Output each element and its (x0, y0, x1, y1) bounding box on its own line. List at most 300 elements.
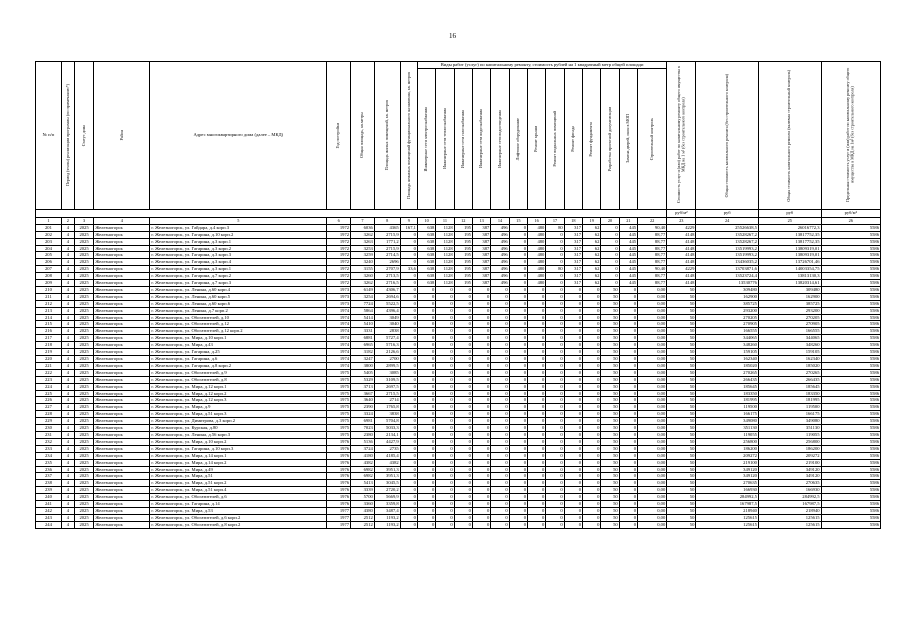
table-cell: 1972 (327, 231, 351, 238)
table-cell: 213 (36, 307, 62, 314)
table-cell: 0 (454, 397, 472, 404)
table-cell: 385725 (758, 300, 821, 307)
table-cell: 50 (667, 404, 696, 411)
table-cell: 0 (454, 438, 472, 445)
table-cell: 5586 (821, 362, 880, 369)
table-cell: 0 (491, 438, 509, 445)
table-cell: 0 (583, 501, 601, 508)
table-cell: 5586 (821, 314, 880, 321)
table-cell: 0 (619, 459, 637, 466)
table-cell: 240 (36, 494, 62, 501)
table-cell: 0 (564, 362, 582, 369)
table-cell: 0 (491, 307, 509, 314)
table-cell: 309480 (696, 286, 759, 293)
table-cell: 0 (509, 411, 527, 418)
table-cell: 638 (417, 252, 435, 259)
table-cell: 1972 (327, 266, 351, 273)
table-cell: 0 (400, 466, 417, 473)
table-cell: 2134,1 (374, 431, 400, 438)
table-cell: 0 (400, 507, 417, 514)
table-row (36, 487, 881, 494)
table-cell: 284992,5 (696, 494, 759, 501)
table-cell: Железногорск (94, 466, 150, 473)
table-cell: 3951,3 (374, 473, 400, 480)
table-cell: 3487,4 (374, 507, 400, 514)
table-cell: 119500 (758, 404, 821, 411)
table-cell: г. Железногорск, ул. Гагарина, д.3 корп.1 (150, 238, 327, 245)
table-cell: 50 (601, 425, 619, 432)
table-cell: 0 (619, 452, 637, 459)
table-cell: 1975 (327, 383, 351, 390)
table-cell: 0 (564, 431, 582, 438)
table-cell: 50 (667, 369, 696, 376)
table-cell: 0 (454, 411, 472, 418)
table-cell: Железногорск (94, 390, 150, 397)
table-cell: 125615 (696, 514, 759, 521)
table-cell: 2025 (74, 459, 93, 466)
table-cell: 0 (546, 445, 564, 452)
table-cell: 0 (491, 501, 509, 508)
table-cell: 0 (400, 452, 417, 459)
table-cell: 4 (61, 307, 74, 314)
table-row (36, 459, 881, 466)
table-cell: 13528267,2 (696, 231, 759, 238)
table-cell: 0 (400, 494, 417, 501)
table-cell: 238 (36, 480, 62, 487)
table-cell: 638 (417, 224, 435, 231)
table-cell: 5586 (821, 252, 880, 259)
table-cell: 0 (400, 245, 417, 252)
table-cell: 0,00 (638, 473, 667, 480)
header-work-type (436, 68, 454, 209)
table-cell: 317 (564, 259, 582, 266)
table-cell: 50 (601, 487, 619, 494)
table-cell: 2025 (74, 431, 93, 438)
table-cell: 0 (619, 342, 637, 349)
table-cell: 0 (509, 452, 527, 459)
table-cell: 0 (454, 314, 472, 321)
table-cell: 1976 (327, 438, 351, 445)
table-cell: 0 (583, 514, 601, 521)
table-row (36, 266, 881, 273)
table-cell: 445 (619, 238, 637, 245)
table-cell: 0 (546, 349, 564, 356)
table-cell: 2713,5 (374, 273, 400, 280)
table-cell: Железногорск (94, 383, 150, 390)
table-cell: 2025 (74, 224, 93, 231)
table-cell: 0 (472, 425, 490, 432)
table-cell: г. Железногорск, ул. Гагарина, д.6 (150, 356, 327, 363)
table-cell: 0 (454, 328, 472, 335)
table-cell: 0 (583, 321, 601, 328)
table-cell: 0 (619, 466, 637, 473)
table-cell: 4 (61, 286, 74, 293)
table-cell: 5033,3 (374, 425, 400, 432)
header-work-type-text: Замена дверей, окон в МОП (625, 114, 631, 164)
table-cell: 80 (546, 224, 564, 231)
table-cell: 0 (417, 369, 435, 376)
table-cell: 0 (436, 431, 454, 438)
table-cell: 0,00 (638, 425, 667, 432)
header-works-group (417, 62, 666, 69)
table-cell: 0 (546, 273, 564, 280)
table-cell: 0 (400, 300, 417, 307)
table-cell: 0 (417, 356, 435, 363)
table-cell: 4 (61, 459, 74, 466)
table-cell: 4 (61, 494, 74, 501)
table-cell: 219100 (758, 459, 821, 466)
table-cell: 0 (472, 307, 490, 314)
table-cell: 0 (546, 507, 564, 514)
table-cell: 0 (472, 349, 490, 356)
table-cell: 0 (417, 466, 435, 473)
table-cell: 1973 (327, 286, 351, 293)
table-cell: 50 (601, 369, 619, 376)
table-cell: 50 (601, 342, 619, 349)
table-cell: 1976 (327, 459, 351, 466)
table-cell: 4 (61, 328, 74, 335)
table-cell: 0 (509, 307, 527, 314)
table-cell: 638 (417, 238, 435, 245)
table-cell: 480 (528, 231, 546, 238)
table-cell: 0 (528, 466, 546, 473)
table-cell: 0 (491, 383, 509, 390)
table-cell: 183350 (758, 390, 821, 397)
table-cell: 3254 (351, 293, 375, 300)
header-work-type-text: Инженерные сети теплоснабжения (441, 108, 447, 170)
table-cell: 0 (491, 411, 509, 418)
table-cell: 270265 (696, 369, 759, 376)
table-cell: 195 (454, 266, 472, 273)
table-row (36, 286, 881, 293)
table-cell: Железногорск (94, 445, 150, 452)
table-cell: Железногорск (94, 452, 150, 459)
table-cell: 0,00 (638, 307, 667, 314)
table-cell: 480 (528, 259, 546, 266)
table-cell: 162900 (758, 293, 821, 300)
table-cell: 3360 (351, 501, 375, 508)
table-cell: 0 (509, 259, 527, 266)
table-cell: 62 (583, 224, 601, 231)
table-cell: 445 (619, 224, 637, 231)
header-work-type-text: Инженерные сети газоснабжения (460, 109, 465, 168)
table-cell: 0 (546, 480, 564, 487)
table-cell: 1977 (327, 521, 351, 528)
table-cell: 0,00 (638, 397, 667, 404)
table-cell: г. Железногорск, ул. Обогатителей, д.12 (150, 321, 327, 328)
table-cell: 270905 (758, 321, 821, 328)
table-cell: 5405 (351, 369, 375, 376)
table-cell: 0 (564, 300, 582, 307)
table-cell: 5716,3 (374, 342, 400, 349)
table-cell: 0 (454, 466, 472, 473)
header-work-type (546, 68, 564, 209)
table-cell: 0 (546, 494, 564, 501)
table-cell: 496 (491, 238, 509, 245)
table-cell: 0 (491, 466, 509, 473)
table-cell: 5586 (821, 473, 880, 480)
table-cell: г. Железногорск, ул. Гагарина, д.3 корп.4 (150, 259, 327, 266)
table-cell: Железногорск (94, 362, 150, 369)
table-cell: 0 (491, 342, 509, 349)
header-living-area-text: Площадь жилых помещений, кв. метров (383, 100, 389, 171)
table-cell: 2512 (351, 521, 375, 528)
table-cell: 638 (417, 273, 435, 280)
table-cell: 1972 (327, 273, 351, 280)
table-cell: 480 (528, 245, 546, 252)
table-cell: 50 (601, 514, 619, 521)
table-cell: 0,00 (638, 507, 667, 514)
table-cell: 5586 (821, 238, 880, 245)
table-cell: 0 (472, 466, 490, 473)
table-cell: 203 (36, 238, 62, 245)
table-cell: 0 (619, 307, 637, 314)
table-cell: 0 (472, 480, 490, 487)
table-cell: 349080 (758, 418, 821, 425)
table-cell: 0 (400, 501, 417, 508)
table-row (36, 238, 881, 245)
table-cell: 50 (601, 293, 619, 300)
table-cell: 0 (417, 514, 435, 521)
table-cell: 0 (528, 445, 546, 452)
table-cell: 13519993,2 (696, 245, 759, 252)
table-cell: 0 (491, 452, 509, 459)
table-cell: 4148 (667, 231, 696, 238)
header-work-type (509, 68, 527, 209)
table-cell: 1128 (436, 266, 454, 273)
table-cell: 50 (667, 507, 696, 514)
table-cell: г. Железногорск, ул. Димитрова, д.3 корп.2 (150, 418, 327, 425)
table-cell: 50 (601, 349, 619, 356)
table-cell: 4 (61, 445, 74, 452)
table-cell: 1972 (327, 238, 351, 245)
table-cell: 1975 (327, 425, 351, 432)
table-cell: г. Железногорск, ул. Обогатителей, д.6 корп.2 (150, 514, 327, 521)
table-cell: 1977 (327, 514, 351, 521)
table-cell: 387 (472, 238, 490, 245)
table-cell: 0 (509, 459, 527, 466)
table-cell: 186200 (696, 445, 759, 452)
table-cell: 50 (601, 383, 619, 390)
table-cell: 0 (583, 473, 601, 480)
table-cell: 244 (36, 521, 62, 528)
header-work-type-text: Ремонт подвальных помещений (551, 111, 557, 167)
table-cell: 0 (546, 245, 564, 252)
table-row (36, 245, 881, 252)
table-cell: 0 (436, 328, 454, 335)
table-row (36, 521, 881, 528)
table-cell: 0 (491, 328, 509, 335)
table-cell: 4 (61, 259, 74, 266)
table-cell: 0 (583, 425, 601, 432)
table-cell: 0 (546, 231, 564, 238)
table-cell: 62 (583, 266, 601, 273)
table-cell: 0 (491, 362, 509, 369)
table-cell: 2714,5 (374, 252, 400, 259)
table-cell: 0 (436, 390, 454, 397)
table-cell: 5586 (821, 300, 880, 307)
table-cell: 0 (454, 362, 472, 369)
table-cell: 0,00 (638, 286, 667, 293)
table-cell: 344065 (696, 335, 759, 342)
table-cell: 5586 (821, 507, 880, 514)
table-cell: г. Железногорск, ул. Гагарина, д.14 (150, 501, 327, 508)
table-cell: 0 (564, 404, 582, 411)
table-cell: г. Железногорск, ул. Курская, д.80 (150, 425, 327, 432)
table-cell: г. Железногорск, ул. Обогатителей, д.8 корп.2 (150, 521, 327, 528)
table-cell: 0 (400, 231, 417, 238)
table-cell: 50 (667, 431, 696, 438)
table-cell: 0 (400, 438, 417, 445)
table-cell: 0 (583, 335, 601, 342)
table-cell: 1975 (327, 390, 351, 397)
table-cell: 50 (601, 390, 619, 397)
table-cell: 0 (528, 307, 546, 314)
table-cell: 4148 (667, 273, 696, 280)
table-cell: 0 (436, 369, 454, 376)
table-cell: 50 (601, 376, 619, 383)
table-cell: Железногорск (94, 252, 150, 259)
table-cell: 0 (509, 369, 527, 376)
table-cell: 5669,9 (374, 494, 400, 501)
table-cell: 0 (583, 445, 601, 452)
table-cell: 0 (509, 494, 527, 501)
column-number: 17 (546, 217, 564, 224)
table-cell: 50 (667, 487, 696, 494)
table-row (36, 418, 881, 425)
table-cell: 4 (61, 397, 74, 404)
table-cell: 50 (601, 507, 619, 514)
table-cell: 0 (509, 438, 527, 445)
table-cell: 0 (546, 328, 564, 335)
table-cell: 0,00 (638, 494, 667, 501)
table-cell: 266435 (696, 376, 759, 383)
table-cell: 0 (454, 300, 472, 307)
table-cell: 0 (454, 335, 472, 342)
table-cell: 209272 (696, 452, 759, 459)
table-cell: 0 (509, 397, 527, 404)
header-work-type (638, 68, 667, 209)
table-cell: 0 (400, 480, 417, 487)
table-cell: 1975 (327, 418, 351, 425)
table-cell: г. Железногорск, ул. Мира, д.9 (150, 404, 327, 411)
table-cell: 0 (509, 376, 527, 383)
table-cell: 0 (583, 349, 601, 356)
table-cell: 2720,2 (374, 487, 400, 494)
column-number: 19 (583, 217, 601, 224)
table-cell: 0 (564, 390, 582, 397)
header-period-text: Период (этапы) реализации программы (по примечанию*) (64, 84, 70, 187)
table-cell: 0 (400, 259, 417, 266)
table-cell: 50 (667, 466, 696, 473)
table-cell: 1976 (327, 466, 351, 473)
table-cell: 0 (417, 286, 435, 293)
table-cell: 6881 (351, 335, 375, 342)
table-cell: 0 (583, 459, 601, 466)
table-cell: 0,00 (638, 342, 667, 349)
table-cell: 166555 (696, 328, 759, 335)
table-cell: 0 (546, 390, 564, 397)
table-cell: г. Железногорск, ул. Гагарина, д.8 корп.2 (150, 362, 327, 369)
column-number: 24 (696, 217, 759, 224)
table-cell: 5410 (351, 321, 375, 328)
table-cell: 237 (36, 473, 62, 480)
table-cell: г. Железногорск, ул. Мира, д.53 (150, 507, 327, 514)
table-cell: 0 (400, 521, 417, 528)
table-cell: 256800 (696, 438, 759, 445)
header-total-area (351, 62, 375, 210)
table-cell: 226 (36, 397, 62, 404)
table-cell: 0 (601, 280, 619, 287)
table-cell: Железногорск (94, 411, 150, 418)
table-cell: 349120 (696, 466, 759, 473)
table-cell: 0 (491, 445, 509, 452)
table-cell: Железногорск (94, 328, 150, 335)
table-row (36, 438, 881, 445)
table-cell: 2380 (351, 431, 375, 438)
table-cell: 50 (601, 328, 619, 335)
table-row (36, 507, 881, 514)
table-cell: Железногорск (94, 231, 150, 238)
table-cell: 270635 (758, 480, 821, 487)
table-cell: 0 (417, 487, 435, 494)
table-cell: 13528267,2 (696, 238, 759, 245)
table-cell: 0 (417, 349, 435, 356)
table-cell: 387 (472, 231, 490, 238)
table-cell: 0 (454, 404, 472, 411)
table-cell: 0 (583, 494, 601, 501)
table-cell: 0,00 (638, 404, 667, 411)
table-cell: г. Железногорск, ул. Мира, д.51 корп.3 (150, 411, 327, 418)
table-cell: 0 (583, 411, 601, 418)
table-cell: 0 (546, 238, 564, 245)
table-cell: 317 (564, 231, 582, 238)
table-cell: 0 (417, 445, 435, 452)
table-cell: 0 (546, 259, 564, 266)
table-cell: 5586 (821, 480, 880, 487)
header-work-type-text: Ремонт фундамента (588, 121, 594, 157)
table-cell: Железногорск (94, 431, 150, 438)
table-cell: 1975 (327, 376, 351, 383)
table-cell: 5522,5 (374, 300, 400, 307)
table-cell: 195 (454, 259, 472, 266)
column-number: 16 (528, 217, 546, 224)
table-cell: 0 (454, 425, 472, 432)
table-cell: 2512 (351, 514, 375, 521)
table-cell: г. Железногорск, ул. Обогатителей, д.8 (150, 376, 327, 383)
table-cell: 0 (509, 487, 527, 494)
table-cell: Железногорск (94, 307, 150, 314)
table-cell: Железногорск (94, 280, 150, 287)
table-cell: 0 (601, 266, 619, 273)
table-body (36, 224, 881, 528)
table-cell: 0 (564, 411, 582, 418)
table-cell: 50 (601, 473, 619, 480)
header-status-text: Статус дома (80, 124, 86, 147)
table-cell: Железногорск (94, 473, 150, 480)
table-cell: 0 (454, 286, 472, 293)
table-cell: 0 (400, 425, 417, 432)
table-cell: 638 (417, 245, 435, 252)
table-cell: 0 (564, 397, 582, 404)
table-cell: 2696 (374, 259, 400, 266)
table-cell: 4 (61, 369, 74, 376)
table-cell: 239 (36, 487, 62, 494)
table-cell: 183350 (696, 390, 759, 397)
table-cell: 0 (564, 514, 582, 521)
table-cell: 0 (619, 418, 637, 425)
table-cell: 445 (619, 280, 637, 287)
